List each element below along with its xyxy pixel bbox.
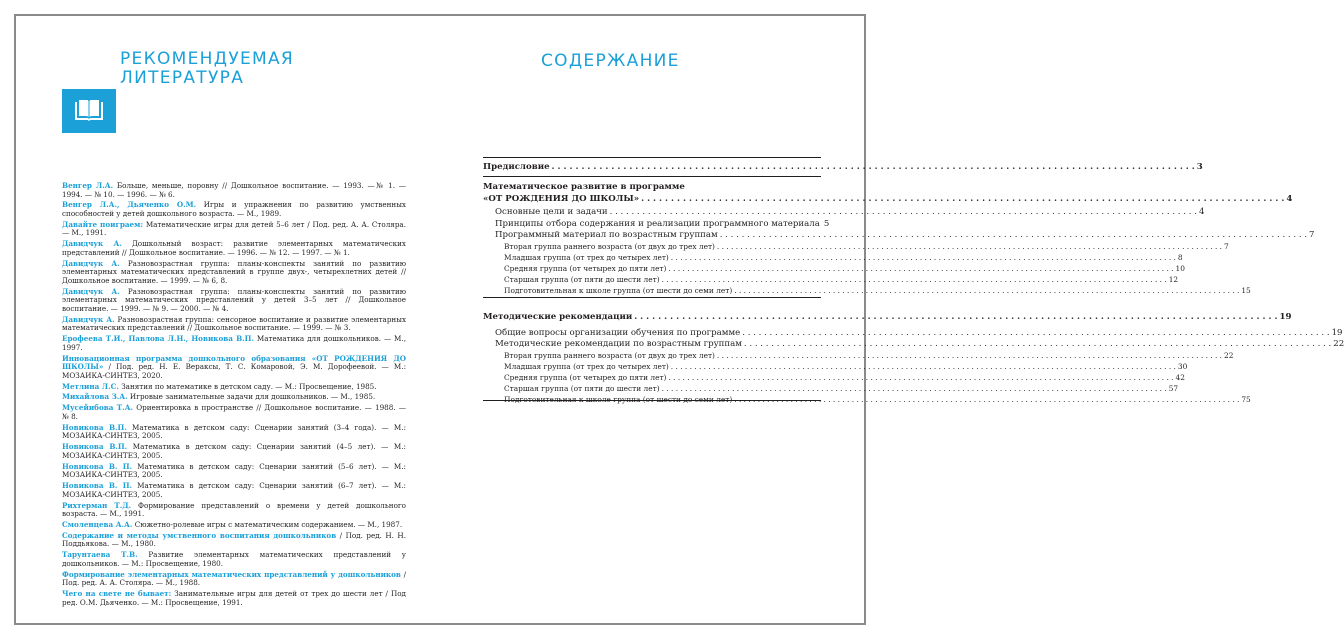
bibliography-text: / Под. ред. А. А. Столяра. — М., 1988. bbox=[62, 569, 406, 588]
toc-subitem[interactable]: Младшая группа (от трех до четырех лет) . . . 8 bbox=[483, 253, 821, 264]
bibliography-entry bbox=[62, 260, 406, 286]
bibliography-author: Новикова В. П. bbox=[62, 461, 132, 471]
bibliography-entry bbox=[62, 182, 406, 199]
bibliography-author: Рихтерман Т.Д. bbox=[62, 500, 132, 510]
bibliography-entry bbox=[62, 335, 406, 352]
bibliography-author: Новикова В.П. bbox=[62, 422, 127, 432]
bibliography-author: Давидчук А. bbox=[62, 239, 122, 249]
toc-item[interactable]: Программный материал по возрастным группам . . . 7 bbox=[483, 230, 821, 242]
bibliography-entry bbox=[62, 590, 406, 607]
bibliography-text: Математика для дошкольников. — М., 1997. bbox=[62, 334, 406, 352]
bibliography-text: Математика в детском саду: Сценарии занятий (6–7 лет). — М.: МОЗАИКА-СИНТЕЗ, 2005. bbox=[62, 481, 406, 499]
bibliography-author: Давидчук А. bbox=[62, 258, 120, 268]
bibliography-text: Разновозрастная группа: планы-конспекты занятий по развитию элементарных математических представлений в группе двух-, четырехлетних детей // Дошкольное воспитание. — 1999. — № 6, 8. bbox=[62, 258, 406, 285]
bibliography-author: Смоленцева А.А. bbox=[62, 519, 133, 529]
contents-title: СОДЕРЖАНИЕ bbox=[541, 51, 680, 71]
book-icon bbox=[62, 89, 116, 133]
bibliography-author: Ерофеева Т.И., Павлова Л.Н., Новикова В.П. bbox=[62, 334, 254, 344]
bibliography-text: Ориентировка в пространстве // Дошкольное воспитание. — 1988. — № 8. bbox=[62, 403, 406, 421]
bibliography-text: Разновозрастная группа: сенсорное воспитание и развитие элементарных математических представлений // Дошкольное воспитание. — 1999. — № 3. bbox=[62, 314, 406, 333]
bibliography-author: Давайте поиграем: bbox=[62, 219, 144, 229]
toc-item[interactable]: Методические рекомендации по возрастным группам . . . 22 bbox=[483, 339, 821, 351]
bibliography-entry bbox=[62, 424, 406, 441]
bibliography-entry bbox=[62, 502, 406, 519]
bibliography-text: / Под. ред. Н. Е. Вераксы, Т. С. Комаровой, Э. М. Дорофеевой. — М.: МОЗАИКА-СИНТЕЗ, 2020. bbox=[62, 362, 406, 380]
toc-math-section-title[interactable]: Математическое развитие в программе bbox=[483, 182, 685, 192]
bibliography-text: Математика в детском саду: Сценарии занятий (4–5 лет). — М.: МОЗАИКА-СИНТЕЗ, 2005. bbox=[62, 442, 406, 460]
bibliography-entry bbox=[62, 482, 406, 499]
toc-subitem[interactable]: Подготовительная к школе группа (от шести до семи лет) . . . 15 bbox=[483, 286, 821, 297]
bibliography-text: Математика в детском саду: Сценарии занятий (5–6 лет). — М.: МОЗАИКА-СИНТЕЗ, 2005. bbox=[62, 461, 406, 480]
bibliography-text: Занимательные игры для детей от трех до шести лет / Под ред. О.М. Дьяченко. — М.: Просвещение, 1991. bbox=[62, 589, 406, 607]
bibliography-entry bbox=[62, 201, 406, 218]
toc-subitem[interactable]: Младшая группа (от трех до четырех лет) . . . 30 bbox=[483, 362, 821, 373]
toc-subitem[interactable]: Вторая группа раннего возраста (от двух до трех лет) . . . 7 bbox=[483, 242, 821, 253]
bibliography-entry bbox=[62, 571, 406, 588]
bibliography-text: Больше, меньше, поровну // Дошкольное воспитание. — 1993. —№ 1. — 1994. — № 10. — 1996. — № 6. bbox=[62, 181, 406, 199]
bibliography-text: Занятия по математике в детском саду. — М.: Просвещение, 1985. bbox=[121, 381, 377, 391]
bibliography-author: Михайлова З.А. bbox=[62, 392, 128, 402]
bibliography-text: Математические игры для детей 5–6 лет / Под. ред. А. А. Столяра. — М., 1991. bbox=[62, 219, 406, 238]
bibliography-author: Метлина Л.С. bbox=[62, 381, 119, 391]
toc-top-rule bbox=[483, 157, 821, 158]
bibliography-entry bbox=[62, 393, 406, 402]
bibliography-author: Венгер Л.А. bbox=[62, 181, 114, 190]
table-of-contents bbox=[483, 160, 1344, 406]
bibliography-entry bbox=[62, 240, 406, 257]
toc-item[interactable]: Общие вопросы организации обучения по программе . . . 19 bbox=[483, 328, 821, 340]
bibliography-text: Игровые занимательные задачи для дошкольников. — М., 1985. bbox=[129, 392, 376, 402]
bibliography-entry bbox=[62, 443, 406, 460]
bibliography-author: Давидчук А. bbox=[62, 314, 115, 324]
toc-subitem[interactable]: Старшая группа (от пяти до шести лет) . . . 57 bbox=[483, 384, 821, 395]
bibliography-author: Инновационная программа дошкольного образования «ОТ РОЖДЕНИЯ ДО ШКОЛЫ» bbox=[62, 353, 406, 372]
bibliography-text: Математика в детском саду: Сценарии занятий (3–4 года). — М.: МОЗАИКА-СИНТЕЗ, 2005. bbox=[62, 422, 406, 441]
bibliography-author: Давидчук А. bbox=[62, 286, 120, 296]
bibliography-entry bbox=[62, 532, 406, 549]
bibliography-author: Венгер Л.А., Дьяченко О.М. bbox=[62, 200, 197, 210]
bibliography-author: Мусейибова Т.А. bbox=[62, 403, 134, 413]
bibliography-text: Разновозрастная группа: планы-конспекты занятий по развитию элементарных математических представлений у детей 3–5 лет // Дошкольное воспитание. — 1999. — № 9. — 2000. — № 4. bbox=[62, 286, 406, 313]
bibliography-entry bbox=[62, 521, 406, 530]
toc-item[interactable]: Основные цели и задачи . . . 4 bbox=[483, 207, 821, 219]
bibliography-text: / Под. ред. Н. Н. Поддьякова. — М., 1980. bbox=[62, 530, 406, 549]
toc-subitem[interactable]: Вторая группа раннего возраста (от двух до трех лет) . . . 22 bbox=[483, 351, 821, 362]
toc-preface[interactable]: Предисловие . . . 3 bbox=[483, 161, 821, 174]
toc-item[interactable]: Принципы отбора содержания и реализации программного материала 5 bbox=[495, 218, 830, 229]
bibliography-author: Чего на свете не бывает: bbox=[62, 589, 172, 599]
bibliography-author: Новикова В.П. bbox=[62, 442, 128, 452]
bibliography-entry bbox=[62, 288, 406, 314]
toc-subitem[interactable]: Средняя группа (от четырех до пяти лет) . . . 10 bbox=[483, 264, 821, 275]
bibliography-author: Новикова В. П. bbox=[62, 481, 132, 491]
bibliography-text: Формирование представлений о времени у детей дошкольного возраста. — М., 1991. bbox=[62, 500, 406, 519]
bibliography-entry bbox=[62, 404, 406, 421]
bibliography-entry bbox=[62, 355, 406, 381]
toc-subitem[interactable]: Подготовительная к школе группа (от шести до семи лет) . . . 75 bbox=[483, 395, 821, 406]
bibliography-author: Содержание и методы умственного воспитания дошкольников bbox=[62, 530, 337, 540]
toc-subitem[interactable]: Старшая группа (от пяти до шести лет) . . . 12 bbox=[483, 275, 821, 286]
bibliography-text: Развитие элементарных математических представлений у дошкольников. — М.: Просвещение, 1980. bbox=[62, 550, 406, 568]
toc-method-section[interactable]: Методические рекомендации . . . 19 bbox=[483, 311, 821, 324]
literature-title: РЕКОМЕНДУЕМАЯ ЛИТЕРАТУРА bbox=[120, 49, 295, 88]
bibliography-entry bbox=[62, 551, 406, 568]
toc-math-section[interactable]: «ОТ РОЖДЕНИЯ ДО ШКОЛЫ» . . . 4 bbox=[483, 193, 821, 205]
toc-subitem[interactable]: Средняя группа (от четырех до пяти лет) . . . 42 bbox=[483, 373, 821, 384]
bibliography-author: Тарунтаева Т.В. bbox=[62, 550, 138, 560]
bibliography-list bbox=[62, 182, 406, 610]
bibliography-text: Сюжетно-ролевые игры с математическим содержанием. — М., 1987. bbox=[134, 519, 403, 529]
bibliography-entry bbox=[62, 221, 406, 238]
bibliography-entry bbox=[62, 383, 406, 392]
bibliography-author: Формирование элементарных математических представлений у дошкольников bbox=[62, 569, 401, 579]
bibliography-entry bbox=[62, 316, 406, 333]
bibliography-entry bbox=[62, 463, 406, 480]
bibliography-text: Игры и упражнения по развитию умственных способностей у детей дошкольного возраста. — М., 1989. bbox=[62, 200, 406, 218]
bibliography-text: Дошкольный возраст: развитие элементарных математических представлений // Дошкольное воспитание. — 1996. — № 12. — 1997. — № 1. bbox=[62, 239, 406, 257]
